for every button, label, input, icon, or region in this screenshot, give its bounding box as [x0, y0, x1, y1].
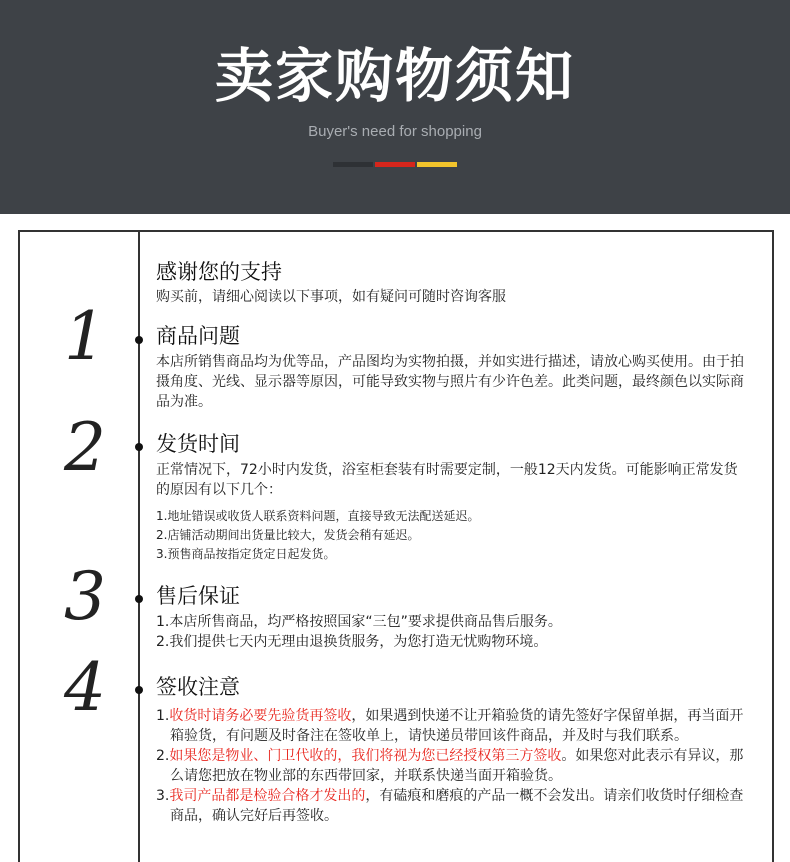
- list-item: [156, 786, 750, 826]
- page-subtitle: Buyer's need for shopping: [308, 123, 482, 140]
- section-number-1: 1: [64, 298, 106, 375]
- section-heading: 售后保证: [156, 584, 240, 608]
- item-highlight: 收货时请务必要先验货再签收: [169, 708, 352, 724]
- item-highlight: 我司产品都是检验合格才发出的: [169, 788, 366, 804]
- stripe-dark: [333, 162, 373, 167]
- item-rest: ，有磕痕和磨痕的产品一概不会发出。请亲们收货时仔细检查商品，确认完好后再签收。: [170, 788, 744, 824]
- item-prefix: 3.: [156, 788, 170, 804]
- item-highlight: 如果您是物业、门卫代收的，我们将视为您已经授权第三方签收: [169, 748, 562, 764]
- intro-block: [156, 257, 750, 307]
- page-title: 卖家购物须知: [214, 42, 575, 110]
- section-heading: 商品问题: [156, 324, 240, 348]
- stripe-yellow: [417, 162, 457, 167]
- timeline-dot-3: [135, 595, 143, 603]
- section-number-3: 3: [64, 558, 106, 635]
- item-rest: 。如果您对此表示有异议，那么请您把放在物业部的东西带回家，并联系快递当面开箱验货。: [170, 748, 744, 784]
- timeline-dot-1: [135, 336, 143, 344]
- section-product: [156, 321, 750, 412]
- intro-heading: 感谢您的支持: [156, 260, 282, 284]
- list-item: 1.本店所售商品，均严格按照国家“三包”要求提供商品售后服务。: [156, 614, 562, 630]
- list-item: 2.店铺活动期间出货量比较大，发货会稍有延迟。: [156, 528, 420, 542]
- section-text: 正常情况下，72小时内发货，浴室柜套装有时需要定制，一般12天内发货。可能影响正常发货的原因有以下几个：: [156, 462, 738, 498]
- section-heading: 签收注意: [156, 675, 240, 699]
- section-heading: 发货时间: [156, 432, 240, 456]
- list-item: 2.我们提供七天内无理由退换货服务，为您打造无忧购物环境。: [156, 634, 548, 650]
- timeline-dot-2: [135, 443, 143, 451]
- list-item: 3.预售商品按指定货定日起发货。: [156, 547, 336, 561]
- item-prefix: 1.: [156, 708, 170, 724]
- section-aftersales: [156, 581, 750, 652]
- timeline-dot-4: [135, 686, 143, 694]
- timeline-line: [138, 230, 140, 862]
- section-text: 本店所销售商品均为优等品，产品图均为实物拍摄，并如实进行描述，请放心购买使用。由于拍摄角度、光线、显示器等原因，可能导致实物与照片有少许色差。此类问题，最终颜色以实际商品为准。: [156, 354, 744, 410]
- item-prefix: 2.: [156, 748, 170, 764]
- list-item: [156, 746, 750, 786]
- section-signing: [156, 672, 750, 826]
- header-banner: [0, 0, 790, 214]
- section-number-2: 2: [64, 409, 106, 486]
- section-shipping: [156, 429, 750, 564]
- stripe-red: [375, 162, 415, 167]
- intro-text: 购买前，请细心阅读以下事项，如有疑问可随时咨询客服: [156, 289, 506, 305]
- list-item: [156, 706, 750, 746]
- item-rest: ，如果遇到快递不让开箱验货的请先签好字保留单据，再当面开箱验货，有问题及时备注在签收单上，请快递员带回该件商品，并及时与我们联系。: [170, 708, 744, 744]
- section-number-4: 4: [64, 649, 106, 726]
- list-item: 1.地址错误或收货人联系资料问题，直接导致无法配送延迟。: [156, 509, 480, 523]
